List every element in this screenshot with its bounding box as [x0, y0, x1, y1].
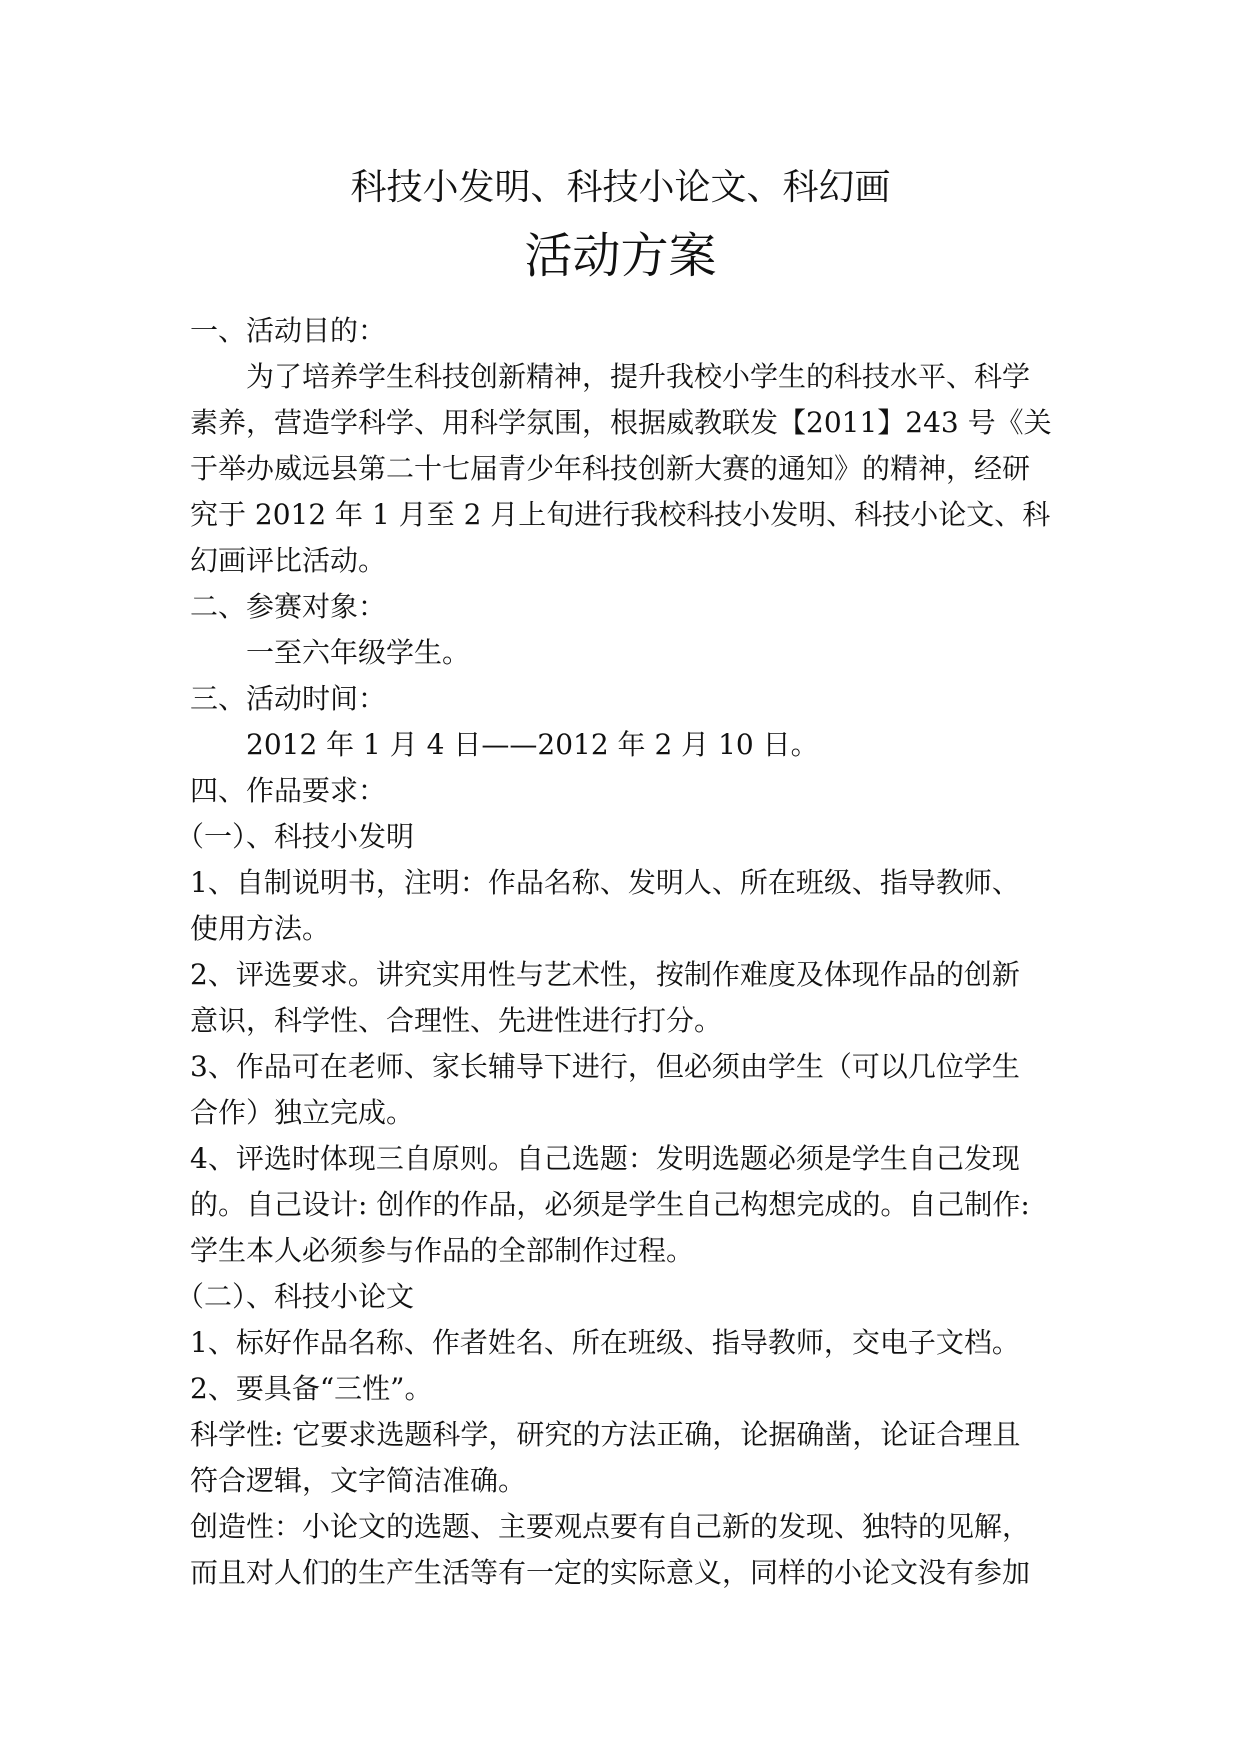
- text-line: 二、参赛对象：: [190, 590, 387, 623]
- text-line: 2012 年 1 月 4 日——2012 年 2 月 10 日。: [246, 728, 819, 761]
- text-line: 3、作品可在老师、家长辅导下进行，但必须由学生（可以几位学生: [190, 1050, 1020, 1083]
- text-line: 一至六年级学生。: [246, 636, 471, 669]
- text-line: 2、评选要求。讲究实用性与艺术性，按制作难度及体现作品的创新: [190, 958, 1020, 991]
- document-title: 科技小发明、科技小论文、科幻画: [350, 167, 891, 208]
- text-line: （一）、科技小发明: [176, 820, 415, 853]
- text-line: 意识，科学性、合理性、先进性进行打分。: [190, 1004, 723, 1037]
- text-line: 合作）独立完成。: [190, 1096, 415, 1129]
- text-line: 四、作品要求：: [190, 774, 387, 807]
- text-line: 2、要具备“三性”。: [190, 1372, 433, 1405]
- text-line: 于举办威远县第二十七届青少年科技创新大赛的通知》的精神，经研: [190, 452, 1031, 485]
- text-line: 的。自己设计: 创作的作品，必须是学生自己构想完成的。自己制作:: [190, 1188, 1030, 1221]
- text-line: 素养，营造学科学、用科学氛围，根据威教联发【2011】243 号《关: [190, 406, 1052, 439]
- text-line: 学生本人必须参与作品的全部制作过程。: [190, 1234, 695, 1267]
- text-line: 1、标好作品名称、作者姓名、所在班级、指导教师，交电子文档。: [190, 1326, 1020, 1359]
- text-line: （二）、科技小论文: [176, 1280, 415, 1313]
- text-line: 使用方法。: [190, 912, 331, 945]
- text-line: 符合逻辑，文字简洁准确。: [190, 1464, 527, 1497]
- document-body: [176, 308, 1056, 1596]
- text-line: 三、活动时间：: [190, 682, 387, 715]
- text-line: 1、自制说明书，注明：作品名称、发明人、所在班级、指导教师、: [190, 866, 1020, 899]
- text-line: 科学性: 它要求选题科学，研究的方法正确，论据确凿，论证合理且: [190, 1418, 1021, 1451]
- text-line: 为了培养学生科技创新精神，提升我校小学生的科技水平、科学: [246, 360, 1031, 393]
- text-line: 4、评选时体现三自原则。自己选题：发明选题必须是学生自己发现: [190, 1142, 1020, 1175]
- text-line: 创造性：小论文的选题、主要观点要有自己新的发现、独特的见解，: [190, 1510, 1031, 1543]
- text-line: 幻画评比活动。: [190, 544, 387, 577]
- document-subtitle: 活动方案: [524, 228, 717, 284]
- text-line: 究于 2012 年 1 月至 2 月上旬进行我校科技小发明、科技小论文、科: [190, 498, 1051, 531]
- text-line: 一、活动目的：: [190, 314, 387, 347]
- text-line: 而且对人们的生产生活等有一定的实际意义，同样的小论文没有参加: [190, 1556, 1031, 1589]
